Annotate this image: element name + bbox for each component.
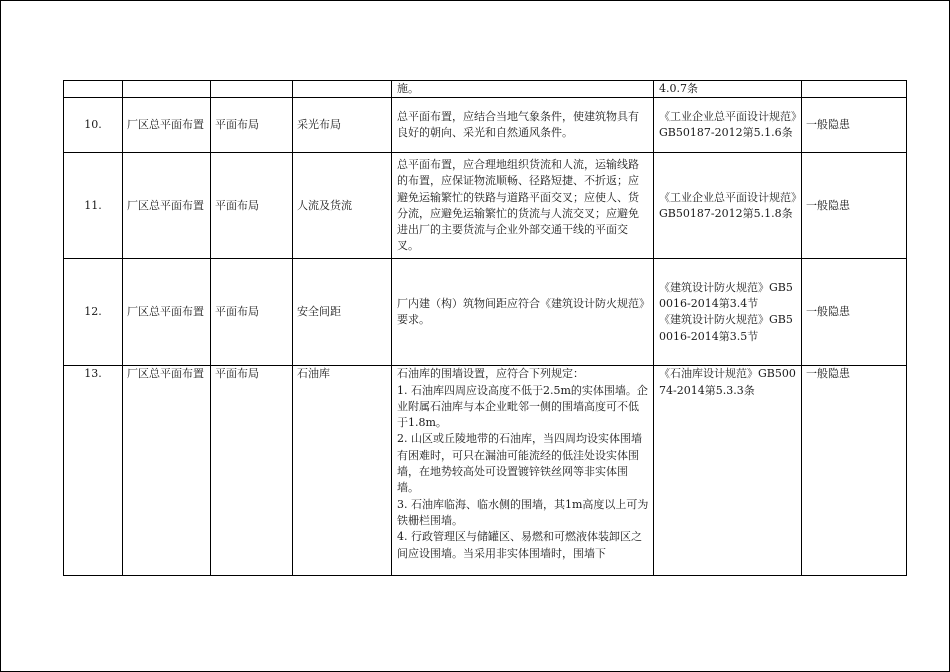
row-number: 12.	[64, 259, 123, 366]
reference-cell	[654, 81, 802, 98]
requirement-cell	[392, 98, 654, 153]
row-number: 10.	[64, 98, 123, 153]
subcategory-cell	[211, 81, 293, 98]
table-row	[64, 366, 907, 576]
reference-cell	[654, 259, 802, 366]
subcategory-cell: 平面布局	[211, 366, 293, 576]
item-cell: 采光布局	[293, 98, 392, 153]
row-number	[64, 81, 123, 98]
reference-text: 4.0.7条	[659, 82, 698, 95]
subcategory-cell: 平面布局	[211, 259, 293, 366]
category-cell: 厂区总平面布置	[123, 259, 211, 366]
table-row	[64, 153, 907, 259]
requirement-cell	[392, 259, 654, 366]
requirement-text: 石油库的围墙设置，应符合下列规定：	[397, 367, 584, 381]
requirement-text: 总平面布置，应合理地组织货流和人流，运输线路的布置，应保证物流顺畅、径路短捷、不折返；应避免运输繁忙的铁路与道路平面交叉；应使人、货分流，应避免运输繁忙的货流与人流交叉；应避免进出厂的主要货流与企业外部交通干线的平面交叉。	[397, 157, 639, 253]
item-cell: 人流及货流	[293, 153, 392, 259]
level-cell	[802, 81, 907, 98]
reference-text: 《建筑设计防火规范》GB50016-2014第3.5节	[659, 313, 793, 343]
reference-text: 《工业企业总平面设计规范》GB50187-2012第5.1.8条	[659, 190, 797, 220]
subcategory-cell: 平面布局	[211, 98, 293, 153]
table-row	[64, 81, 907, 98]
level-cell: 一般隐患	[802, 259, 907, 366]
category-cell: 厂区总平面布置	[123, 153, 211, 259]
requirement-text: 4. 行政管理区与储罐区、易燃和可燃液体装卸区之间应设围墙。当采用非实体围墙时，围墙下	[397, 530, 642, 560]
item-cell	[293, 81, 392, 98]
requirement-text: 3. 石油库临海、临水侧的围墙，其1m高度以上可为铁栅栏围墙。	[397, 497, 649, 527]
reference-text: 《建筑设计防火规范》GB50016-2014第3.4节	[659, 280, 793, 310]
category-cell	[123, 81, 211, 98]
reference-text: 《石油库设计规范》GB50074-2014第5.3.3条	[659, 367, 796, 397]
requirement-text: 施。	[397, 82, 419, 95]
table-row	[64, 259, 907, 366]
item-cell: 安全间距	[293, 259, 392, 366]
reference-text: 《工业企业总平面设计规范》GB50187-2012第5.1.6条	[659, 110, 797, 140]
level-cell: 一般隐患	[802, 98, 907, 153]
requirement-text: 2. 山区或丘陵地带的石油库，当四周均设实体围墙有困难时，可只在漏油可能流经的低洼处设实体围墙，在地势较高处可设置镀锌铁丝网等非实体围墙。	[397, 432, 642, 495]
reference-cell	[654, 153, 802, 259]
level-cell: 一般隐患	[802, 366, 907, 576]
requirement-text: 1. 石油库四周应设高度不低于2.5m的实体围墙。企业附属石油库与本企业毗邻一侧的围墙高度可不低于1.8m。	[397, 383, 648, 430]
hazard-table	[63, 80, 907, 576]
subcategory-cell: 平面布局	[211, 153, 293, 259]
requirement-cell	[392, 81, 654, 98]
item-cell: 石油库	[293, 366, 392, 576]
category-cell: 厂区总平面布置	[123, 366, 211, 576]
requirement-text: 厂内建（构）筑物间距应符合《建筑设计防火规范》要求。	[397, 297, 645, 327]
requirement-cell	[392, 153, 654, 259]
requirement-cell	[392, 366, 654, 576]
row-number: 11.	[64, 153, 123, 259]
table-row	[64, 98, 907, 153]
row-number: 13.	[64, 366, 123, 576]
reference-cell	[654, 366, 802, 576]
reference-cell	[654, 98, 802, 153]
category-cell: 厂区总平面布置	[123, 98, 211, 153]
requirement-text: 总平面布置，应结合当地气象条件，使建筑物具有良好的朝向、采光和自然通风条件。	[397, 110, 639, 140]
level-cell: 一般隐患	[802, 153, 907, 259]
